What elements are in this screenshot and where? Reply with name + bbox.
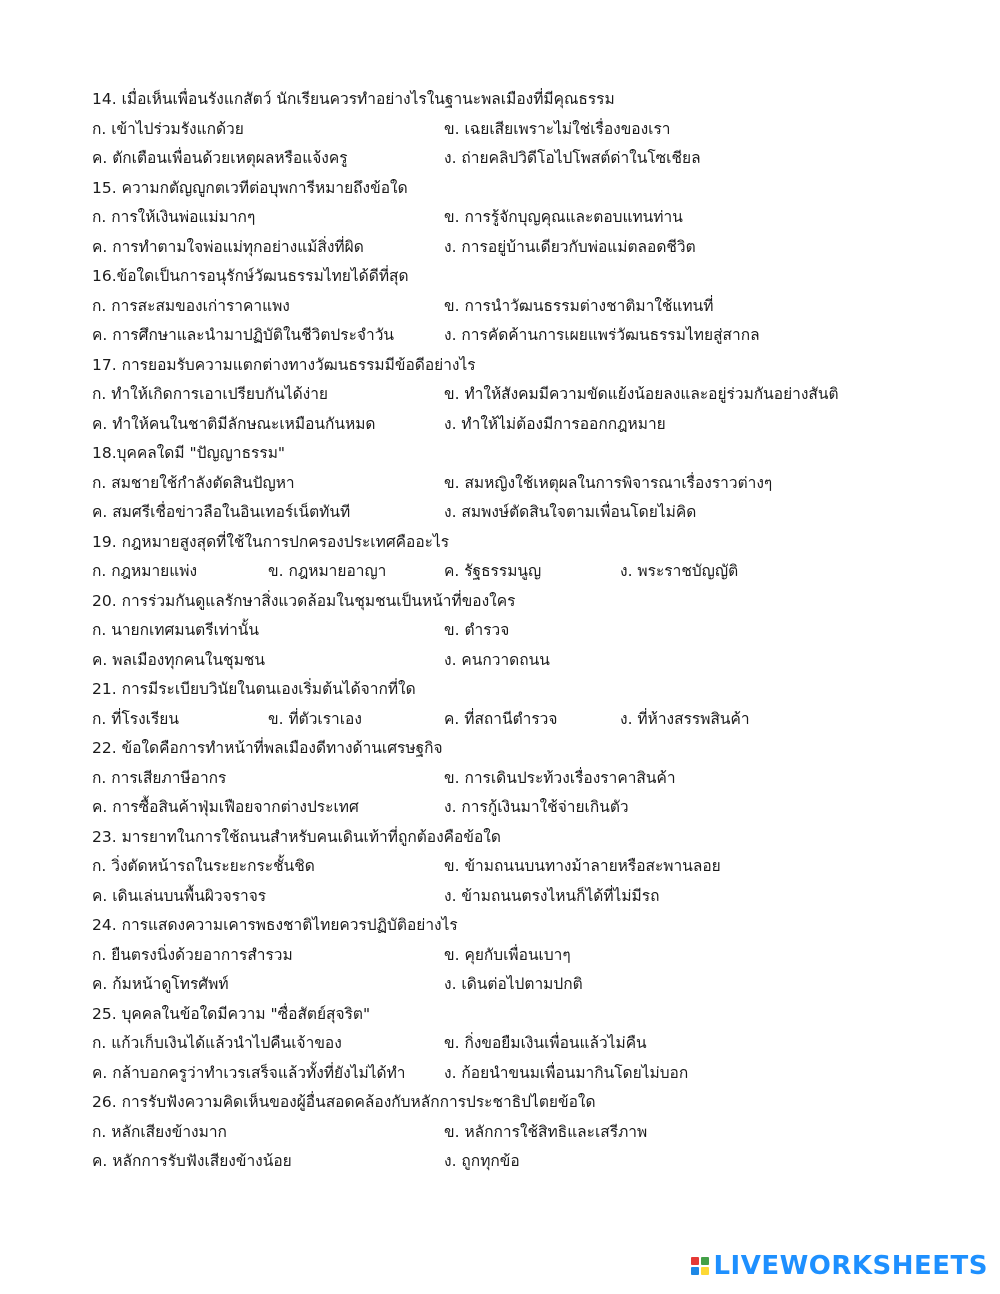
question-text: 26. การรับฟังความคิดเห็นของผู้อื่นสอดคล้องกับหลักการประชาธิปไตยข้อใด: [92, 1093, 596, 1111]
choice-a: ก. ทำให้เกิดการเอาเปรียบกันได้ง่าย: [92, 385, 328, 403]
choice-a: ก. ยืนตรงนิ่งด้วยอาการสำรวม: [92, 945, 293, 964]
choice-d: ง. สมพงษ์ตัดสินใจตามเพื่อนโดยไม่คิด: [444, 503, 697, 521]
logo-square: [701, 1267, 709, 1275]
choice-d: ง. ถ่ายคลิปวิดีโอไปโพสต์ด่าในโซเชียล: [444, 149, 701, 167]
choice-b: ข. การเดินประท้วงเรื่องราคาสินค้า: [444, 768, 676, 787]
choice-c: ค. การศึกษาและนำมาปฏิบัติในชีวิตประจำวัน: [92, 326, 394, 344]
choice-a: ก. การให้เงินพ่อแม่มากๆ: [92, 208, 256, 226]
choice-b: ข. ที่ตัวเราเอง: [268, 709, 362, 728]
choice-row: [92, 882, 972, 912]
choice-row: [92, 941, 972, 971]
choice-a: ก. การสะสมของเก่าราคาแพง: [92, 296, 290, 315]
choice-row: [92, 115, 972, 145]
choice-c: ค. หลักการรับฟังเสียงข้างน้อย: [92, 1152, 292, 1170]
choice-row: [92, 646, 972, 676]
question-block: [92, 734, 972, 823]
question-text: 19. กฎหมายสูงสุดที่ใช้ในการปกครองประเทศคืออะไร: [92, 532, 450, 551]
question-block: [92, 911, 972, 1000]
choice-row: [92, 557, 972, 587]
logo-square: [691, 1267, 699, 1275]
question-block: [92, 439, 972, 528]
choice-a: ก. เข้าไปร่วมรังแกด้วย: [92, 119, 244, 138]
choice-c: ค. ที่สถานีตำรวจ: [444, 709, 558, 728]
choice-c: ค. ก้มหน้าดูโทรศัพท์: [92, 975, 229, 993]
question-text: 15. ความกตัญญูกตเวทีต่อบุพการีหมายถึงข้อใด: [92, 178, 408, 197]
choice-d: ง. ถูกทุกข้อ: [444, 1152, 520, 1170]
logo-square: [691, 1257, 699, 1265]
choice-row: [92, 705, 972, 735]
worksheet: [92, 85, 972, 1177]
question-text: 21. การมีระเบียบวินัยในตนเองเริ่มต้นได้จากที่ใด: [92, 680, 416, 698]
liveworksheets-logo-icon: [691, 1257, 709, 1275]
choice-b: ข. กฎหมายอาญา: [268, 562, 387, 580]
choice-c: ค. กล้าบอกครูว่าทำเวรเสร็จแล้วทั้งที่ยังไม่ได้ทำ: [92, 1063, 406, 1082]
choice-d: ง. คนกวาดถนน: [444, 650, 550, 669]
choice-c: ค. การซื้อสินค้าฟุ่มเฟือยจากต่างประเทศ: [92, 798, 359, 816]
question-text: 20. การร่วมกันดูแลรักษาสิ่งแวดล้อมในชุมชนเป็นหน้าที่ของใคร: [92, 591, 516, 610]
choice-b: ข. เฉยเสียเพราะไม่ใช่เรื่องของเรา: [444, 119, 671, 138]
question-block: [92, 528, 972, 587]
choice-row: [92, 1147, 972, 1177]
choice-row: [92, 410, 972, 440]
choice-a: ก. ที่โรงเรียน: [92, 709, 179, 728]
choice-c: ค. เดินเล่นบนพื้นผิวจราจร: [92, 886, 267, 905]
question-text: 16.ข้อใดเป็นการอนุรักษ์วัฒนธรรมไทยได้ดีที่สุด: [92, 267, 409, 285]
choice-b: ข. หลักการใช้สิทธิและเสรีภาพ: [444, 1122, 648, 1141]
choice-d: ง. การกู้เงินมาใช้จ่ายเกินตัว: [444, 798, 629, 816]
choice-b: ข. การนำวัฒนธรรมต่างชาติมาใช้แทนที่: [444, 296, 714, 315]
question-text: 18.บุคคลใดมี "ปัญญาธรรม": [92, 444, 286, 462]
choice-b: ข. กิ่งขอยืมเงินเพื่อนแล้วไม่คืน: [444, 1034, 647, 1052]
brand-name: LIVEWORKSHEETS: [713, 1251, 988, 1281]
choice-c: ค. การทำตามใจพ่อแม่ทุกอย่างแม้สิ่งที่ผิด: [92, 237, 364, 256]
choice-d: ง. เดินต่อไปตามปกติ: [444, 975, 583, 993]
choice-row: [92, 380, 972, 410]
choice-b: ข. สมหญิงใช้เหตุผลในการพิจารณาเรื่องราวต่างๆ: [444, 473, 773, 492]
question-text: 17. การยอมรับความแตกต่างทางวัฒนธรรมมีข้อดีอย่างไร: [92, 355, 476, 374]
question-block: [92, 1000, 972, 1089]
question-block: [92, 587, 972, 676]
question-block: [92, 823, 972, 912]
choice-a: ก. สมชายใช้กำลังตัดสินปัญหา: [92, 473, 295, 492]
choice-d: ง. ที่ห้างสรรพสินค้า: [620, 709, 750, 728]
question-text: 23. มารยาทในการใช้ถนนสำหรับคนเดินเท้าที่ถูกต้องคือข้อใด: [92, 827, 501, 846]
choice-b: ข. ข้ามถนนบนทางม้าลายหรือสะพานลอย: [444, 857, 721, 875]
question-text: 14. เมื่อเห็นเพื่อนรังแกสัตว์ นักเรียนควรทำอย่างไรในฐานะพลเมืองที่มีคุณธรรม: [92, 90, 615, 108]
question-block: [92, 1088, 972, 1177]
choice-row: [92, 616, 972, 646]
choice-d: ง. ข้ามถนนตรงไหนก็ได้ที่ไม่มีรถ: [444, 886, 660, 905]
choice-c: ค. รัฐธรรมนูญ: [444, 562, 542, 580]
choice-d: ง. ทำให้ไม่ต้องมีการออกกฎหมาย: [444, 414, 666, 433]
choice-row: [92, 1059, 972, 1089]
choice-row: [92, 498, 972, 528]
choice-row: [92, 321, 972, 351]
choice-d: ง. ก้อยนำขนมเพื่อนมากินโดยไม่บอก: [444, 1063, 689, 1082]
logo-square: [701, 1257, 709, 1265]
choice-row: [92, 793, 972, 823]
choice-row: [92, 469, 972, 499]
question-text: 22. ข้อใดคือการทำหน้าที่พลเมืองดีทางด้านเศรษฐกิจ: [92, 739, 443, 757]
choice-c: ค. พลเมืองทุกคนในชุมชน: [92, 650, 265, 669]
question-block: [92, 174, 972, 263]
choice-a: ก. นายกเทศมนตรีเท่านั้น: [92, 621, 259, 639]
choice-c: ค. สมศรีเชื่อข่าวลือในอินเทอร์เน็ตทันที: [92, 503, 351, 521]
choice-b: ข. การรู้จักบุญคุณและตอบแทนท่าน: [444, 208, 683, 226]
choice-row: [92, 233, 972, 263]
choice-a: ก. วิ่งตัดหน้ารถในระยะกระชั้นชิด: [92, 857, 315, 875]
choice-row: [92, 1029, 972, 1059]
choice-row: [92, 1118, 972, 1148]
question-text: 24. การแสดงความเคารพธงชาติไทยควรปฏิบัติอย่างไร: [92, 916, 458, 934]
choice-row: [92, 970, 972, 1000]
choice-b: ข. คุยกับเพื่อนเบาๆ: [444, 945, 571, 964]
choice-c: ค. ตักเตือนเพื่อนด้วยเหตุผลหรือแจ้งครู: [92, 149, 348, 167]
choice-a: ก. หลักเสียงข้างมาก: [92, 1122, 227, 1141]
choice-row: [92, 144, 972, 174]
choice-d: ง. การอยู่บ้านเดียวกับพ่อแม่ตลอดชีวิต: [444, 237, 696, 256]
choice-a: ก. กฎหมายแพ่ง: [92, 562, 198, 580]
choice-b: ข. ตำรวจ: [444, 621, 510, 639]
choice-a: ก. แก้วเก็บเงินได้แล้วนำไปคืนเจ้าของ: [92, 1034, 342, 1052]
choice-c: ค. ทำให้คนในชาติมีลักษณะเหมือนกันหมด: [92, 414, 376, 433]
choice-d: ง. พระราชบัญญัติ: [620, 562, 739, 580]
question-text: 25. บุคคลในข้อใดมีความ "ซื่อสัตย์สุจริต": [92, 1004, 371, 1023]
question-block: [92, 675, 972, 734]
question-block: [92, 262, 972, 351]
brand-footer: [691, 1252, 988, 1280]
choice-b: ข. ทำให้สังคมมีความขัดแย้งน้อยลงและอยู่ร่วมกันอย่างสันติ: [444, 385, 839, 403]
choice-row: [92, 292, 972, 322]
choice-d: ง. การคัดค้านการเผยแพร่วัฒนธรรมไทยสู่สากล: [444, 326, 760, 344]
choice-row: [92, 852, 972, 882]
choice-a: ก. การเสียภาษีอากร: [92, 768, 227, 787]
choice-row: [92, 764, 972, 794]
question-block: [92, 85, 972, 174]
choice-row: [92, 203, 972, 233]
question-block: [92, 351, 972, 440]
